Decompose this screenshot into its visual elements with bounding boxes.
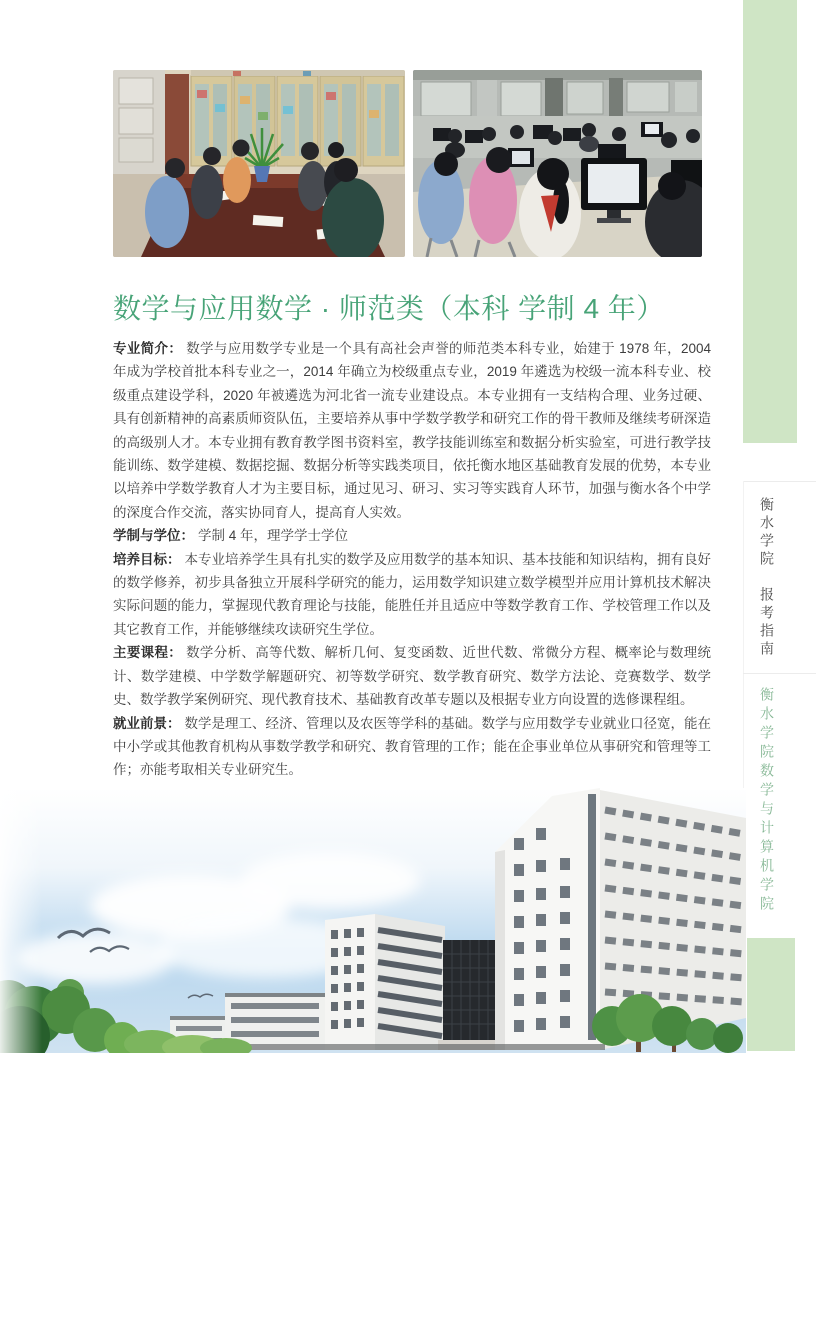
page-title: 数学与应用数学 · 师范类（本科 学制 4 年） — [113, 293, 665, 324]
section-degree-label: 学制与学位： — [113, 528, 194, 544]
section-courses-text: 数学分析、高等代数、解析几何、复变函数、近世代数、常微分方程、概率论与数理统计、数学建模、中学数学解题研究、初等数学研究、数学教育研究、数学方法论、竞赛数学、数学史、数学教学案例研究、现代教育技术、基础教育改革专题以及根据专业方向设置的选修课程组。 — [113, 645, 712, 708]
section-degree-text: 学制 4 年，理学学士学位 — [198, 528, 349, 544]
computer-lab-illustration — [413, 70, 702, 257]
major-description — [113, 337, 711, 782]
photo-computer-lab — [413, 70, 702, 257]
section-goal-text: 本专业培养学生具有扎实的数学及应用数学的基本知识、基本技能和知识结构，拥有良好的数学修养，初步具备独立开展科学研究的能力，运用数学知识建立数学模型并应用计算机技术解决实际问题的能力，掌握现代教育理论与技能，能胜任并且适应中等数学教育工作、学校管理工作以及其它教育工作，并能够继续攻读研究生学位。 — [113, 551, 711, 637]
sidebar-accent-bar-bottom — [747, 938, 795, 1051]
sidebar-guide-title: 衡水学院 报考指南 — [759, 497, 775, 659]
sidebar-divider-top — [743, 481, 816, 482]
photo-seminar-room — [113, 70, 405, 257]
section-career — [113, 712, 711, 782]
section-goal-label: 培养目标： — [113, 551, 181, 567]
sidebar-college-title: 衡水学院数学与计算机学院 — [759, 687, 775, 915]
section-degree — [113, 524, 711, 547]
bookcases — [191, 70, 405, 166]
section-goal — [113, 548, 711, 642]
section-intro-label: 专业简介： — [113, 341, 183, 356]
section-intro — [113, 337, 711, 524]
photo-campus-building — [0, 788, 746, 1053]
section-career-text: 数学是理工、经济、管理以及农医等学科的基础。数学与应用数学专业就业口径宽，能在中小学或其他教育机构从事数学教学和研究、教育管理的工作；能在企事业单位从事研究和管理等工作；亦能考取相关专业研究生。 — [113, 715, 711, 778]
section-courses — [113, 641, 711, 711]
sidebar-accent-bar-top — [743, 0, 797, 443]
sidebar-divider-middle — [743, 673, 816, 674]
campus-building-illustration — [0, 788, 746, 1053]
section-courses-label: 主要课程： — [113, 645, 183, 661]
seminar-room-illustration — [113, 70, 405, 257]
section-intro-text: 数学与应用数学专业是一个具有高社会声誉的师范类本科专业，始建于 1978 年，2004 年成为学校首批本科专业之一，2014 年确立为校级重点专业，2019 年遴选为校级一流本科专业、校级重点建设学科，2020 年被遴选为河北省一流专业建设点。本专业拥有一支结构合理、业务过硬、具有创新精神的高素质师资队伍，主要培养从事中学数学教学和研究工作的骨干教师及继续考研深造的高级别人才。本专业拥有教育教学图书资料室，教学技能训练室和数据分析实验室，可进行教学技能训练、数学建模、数据挖掘、数据分析等实践类项目，依托衡水地区基础教育发展的优势，本专业以培养中学数学教育人才为主要目标，通过见习、研习、实习等实践育人环节，加强与衡水各个中学的深度合作交流，落实协同育人，提高育人实效。 — [113, 341, 711, 520]
section-career-label: 就业前景： — [113, 715, 181, 731]
